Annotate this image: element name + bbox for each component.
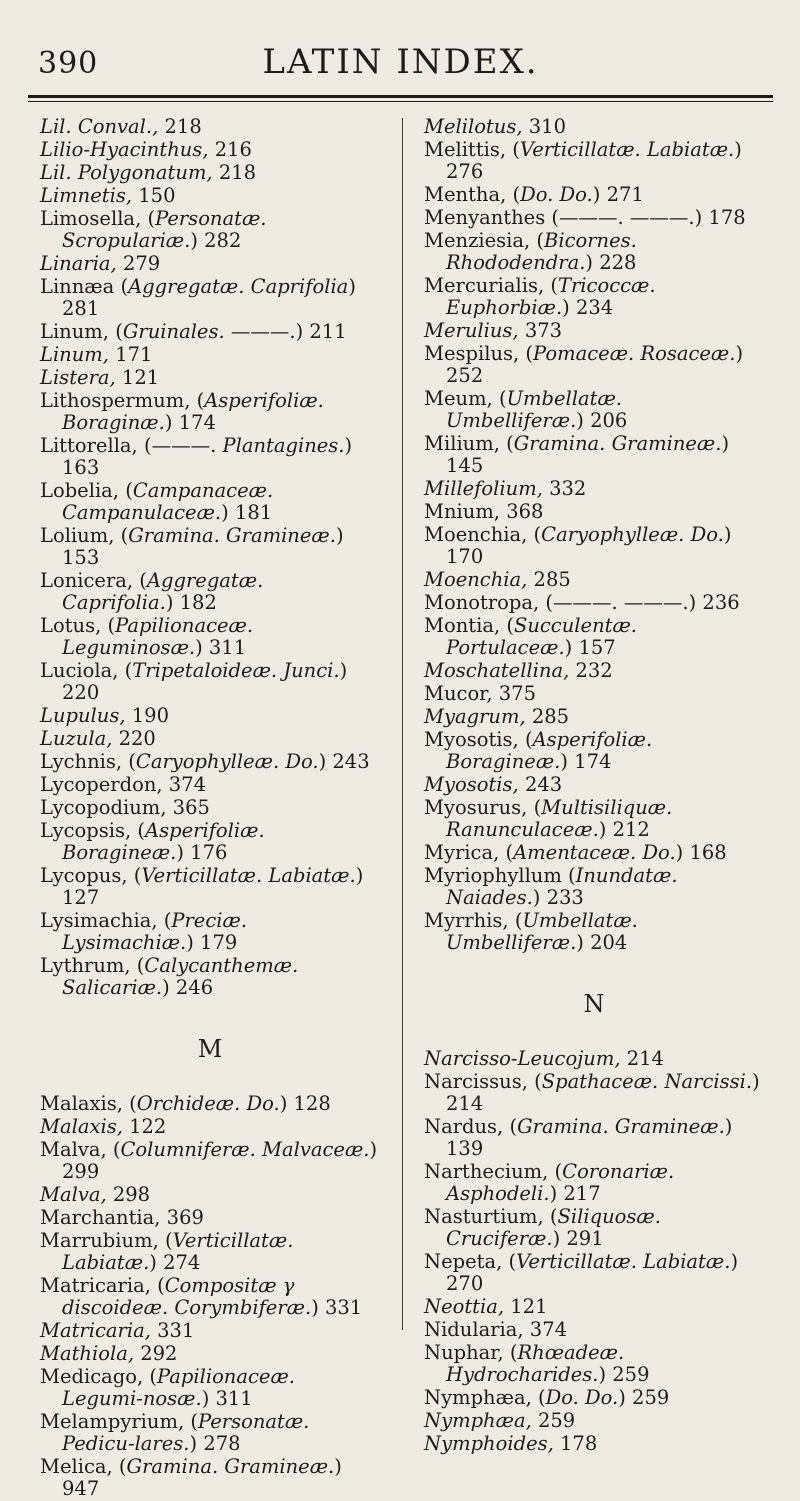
index-entry: Lil. Polygonatum, 218 bbox=[40, 161, 257, 184]
index-entry: Lupulus, 190 bbox=[40, 704, 169, 727]
index-entry: Monotropa, (———. ———.) 236 bbox=[424, 591, 740, 614]
index-entry: Milium, (Gramina. Gramineæ.) 145 bbox=[424, 432, 730, 477]
left-column bbox=[40, 116, 380, 1501]
index-entry: Listera, 121 bbox=[40, 366, 160, 389]
index-entry: Luzula, 220 bbox=[40, 727, 156, 750]
index-entry: Mnium, 368 bbox=[424, 500, 544, 523]
header-rule-thick bbox=[28, 95, 773, 98]
column-divider bbox=[402, 118, 403, 1330]
section-letter-n: N bbox=[583, 990, 605, 1018]
index-entry: Nardus, (Gramina. Gramineæ.) 139 bbox=[424, 1115, 733, 1160]
right-column bbox=[424, 116, 764, 1456]
index-entry: Lobelia, (Campanaceæ. Campanulaceæ.) 181 bbox=[40, 479, 274, 524]
index-entry: Lythrum, (Calycanthemæ. Salicariæ.) 246 bbox=[40, 954, 299, 999]
index-entry: Lycoperdon, 374 bbox=[40, 773, 207, 796]
entries-m-left bbox=[40, 1093, 380, 1500]
index-entry: Menyanthes (———. ———.) 178 bbox=[424, 206, 746, 229]
index-entry: Linnæa (Aggregatæ. Caprifolia) 281 bbox=[40, 275, 356, 320]
index-entry: Myosurus, (Multisiliquæ. Ranunculaceæ.) 212 bbox=[424, 796, 673, 841]
index-entry: Luciola, (Tripetaloideæ. Junci.) 220 bbox=[40, 659, 348, 704]
index-entry: Lycopsis, (Asperifoliæ. Boragineæ.) 176 bbox=[40, 819, 265, 864]
index-entry: Myrrhis, (Umbellatæ. Umbelliferæ.) 204 bbox=[424, 909, 638, 954]
index-entry: Lycopodium, 365 bbox=[40, 796, 210, 819]
index-entry: Matricaria, 331 bbox=[40, 1319, 195, 1342]
index-entry: Linum, 171 bbox=[40, 343, 153, 366]
index-entry: Littorella, (———. Plantagines.) 163 bbox=[40, 434, 353, 479]
index-entry: Moenchia, 285 bbox=[424, 568, 571, 591]
index-entry: Narcissus, (Spathaceæ. Narcissi.) 214 bbox=[424, 1070, 760, 1115]
index-entry: Melittis, (Verticillatæ. Labiatæ.) 276 bbox=[424, 138, 742, 183]
index-entry: Myosotis, (Asperifoliæ. Boragineæ.) 174 bbox=[424, 728, 653, 773]
index-entry: Medicago, (Papilionaceæ. Legumi-nosæ.) 311 bbox=[40, 1365, 295, 1410]
index-entry: Merulius, 373 bbox=[424, 319, 563, 342]
index-entry: Myriophyllum (Inundatæ. Naiades.) 233 bbox=[424, 864, 678, 909]
index-entry: Linaria, 279 bbox=[40, 252, 161, 275]
index-entry: Lysimachia, (Preciæ. Lysimachiæ.) 179 bbox=[40, 909, 248, 954]
index-entry: Nepeta, (Verticillatæ. Labiatæ.) 270 bbox=[424, 1250, 739, 1295]
entries-l bbox=[40, 116, 380, 999]
index-entry: Melilotus, 310 bbox=[424, 115, 566, 138]
index-entry: Myosotis, 243 bbox=[424, 773, 563, 796]
index-entry: Malaxis, 122 bbox=[40, 1115, 167, 1138]
index-entry: Meum, (Umbellatæ. Umbelliferæ.) 206 bbox=[424, 387, 628, 432]
index-entry: Neottia, 121 bbox=[424, 1295, 548, 1318]
index-entry: Linum, (Gruinales. ———.) 211 bbox=[40, 320, 347, 343]
index-entry: Nasturtium, (Siliquosæ. Cruciferæ.) 291 bbox=[424, 1205, 661, 1250]
index-entry: Mucor, 375 bbox=[424, 682, 536, 705]
index-entry: Moschatellina, 232 bbox=[424, 659, 613, 682]
index-entry: Melica, (Gramina. Gramineæ.) 947 bbox=[40, 1455, 342, 1500]
index-entry: Nidularia, 374 bbox=[424, 1318, 568, 1341]
index-entry: Lycopus, (Verticillatæ. Labiatæ.) 127 bbox=[40, 864, 364, 909]
index-entry: Malva, 298 bbox=[40, 1183, 151, 1206]
index-entry: Myagrum, 285 bbox=[424, 705, 570, 728]
index-entry: Lithospermum, (Asperifoliæ. Boraginæ.) 174 bbox=[40, 389, 324, 434]
index-entry: Moenchia, (Caryophylleæ. Do.) 170 bbox=[424, 523, 732, 568]
index-entry: Narcisso-Leucojum, 214 bbox=[424, 1047, 664, 1070]
index-entry: Malaxis, (Orchideæ. Do.) 128 bbox=[40, 1092, 331, 1115]
index-entry: Mentha, (Do. Do.) 271 bbox=[424, 183, 644, 206]
index-entry: Lolium, (Gramina. Gramineæ.) 153 bbox=[40, 524, 344, 569]
index-entry: Millefolium, 332 bbox=[424, 477, 587, 500]
index-entry: Mercurialis, (Tricoccæ. Euphorbiæ.) 234 bbox=[424, 274, 656, 319]
index-entry: Nymphæa, (Do. Do.) 259 bbox=[424, 1386, 670, 1409]
index-entry: Nymphoides, 178 bbox=[424, 1432, 598, 1455]
index-entry: Narthecium, (Coronariæ. Asphodeli.) 217 bbox=[424, 1160, 675, 1205]
index-entry: Lotus, (Papilionaceæ. Leguminosæ.) 311 bbox=[40, 614, 254, 659]
index-entry: Menziesia, (Bicornes. Rhododendra.) 228 bbox=[424, 229, 637, 274]
index-entry: Lilio-Hyacinthus, 216 bbox=[40, 138, 252, 161]
entries-n bbox=[424, 1048, 764, 1455]
index-entry: Matricaria, (Compositæ γ discoideæ. Corymbiferæ.) 331 bbox=[40, 1274, 363, 1319]
index-entry: Lonicera, (Aggregatæ. Caprifolia.) 182 bbox=[40, 569, 264, 614]
index-entry: Marchantia, 369 bbox=[40, 1206, 204, 1229]
running-title: LATIN INDEX. bbox=[262, 42, 539, 82]
index-entry: Mathiola, 292 bbox=[40, 1342, 178, 1365]
index-entry: Malva, (Columniferæ. Malvaceæ.) 299 bbox=[40, 1138, 378, 1183]
index-entry: Lychnis, (Caryophylleæ. Do.) 243 bbox=[40, 750, 370, 773]
index-entry: Myrica, (Amentaceæ. Do.) 168 bbox=[424, 841, 727, 864]
page-header bbox=[28, 40, 773, 84]
entries-m-right bbox=[424, 116, 764, 954]
page-number: 390 bbox=[38, 46, 99, 81]
index-entry: Limosella, (Personatæ. Scropulariæ.) 282 bbox=[40, 207, 267, 252]
index-entry: Nuphar, (Rhœadeæ. Hydrocharides.) 259 bbox=[424, 1341, 650, 1386]
index-entry: Melampyrium, (Personatæ. Pedicu-lares.) 278 bbox=[40, 1410, 310, 1455]
header-rule-thin bbox=[28, 101, 773, 102]
index-entry: Nymphæa, 259 bbox=[424, 1409, 576, 1432]
section-letter-m: M bbox=[197, 1035, 223, 1063]
index-entry: Marrubium, (Verticillatæ. Labiatæ.) 274 bbox=[40, 1229, 294, 1274]
index-entry: Montia, (Succulentæ. Portulaceæ.) 157 bbox=[424, 614, 637, 659]
index-entry: Limnetis, 150 bbox=[40, 184, 176, 207]
index-entry: Lil. Conval., 218 bbox=[40, 115, 202, 138]
index-entry: Mespilus, (Pomaceæ. Rosaceæ.) 252 bbox=[424, 342, 744, 387]
